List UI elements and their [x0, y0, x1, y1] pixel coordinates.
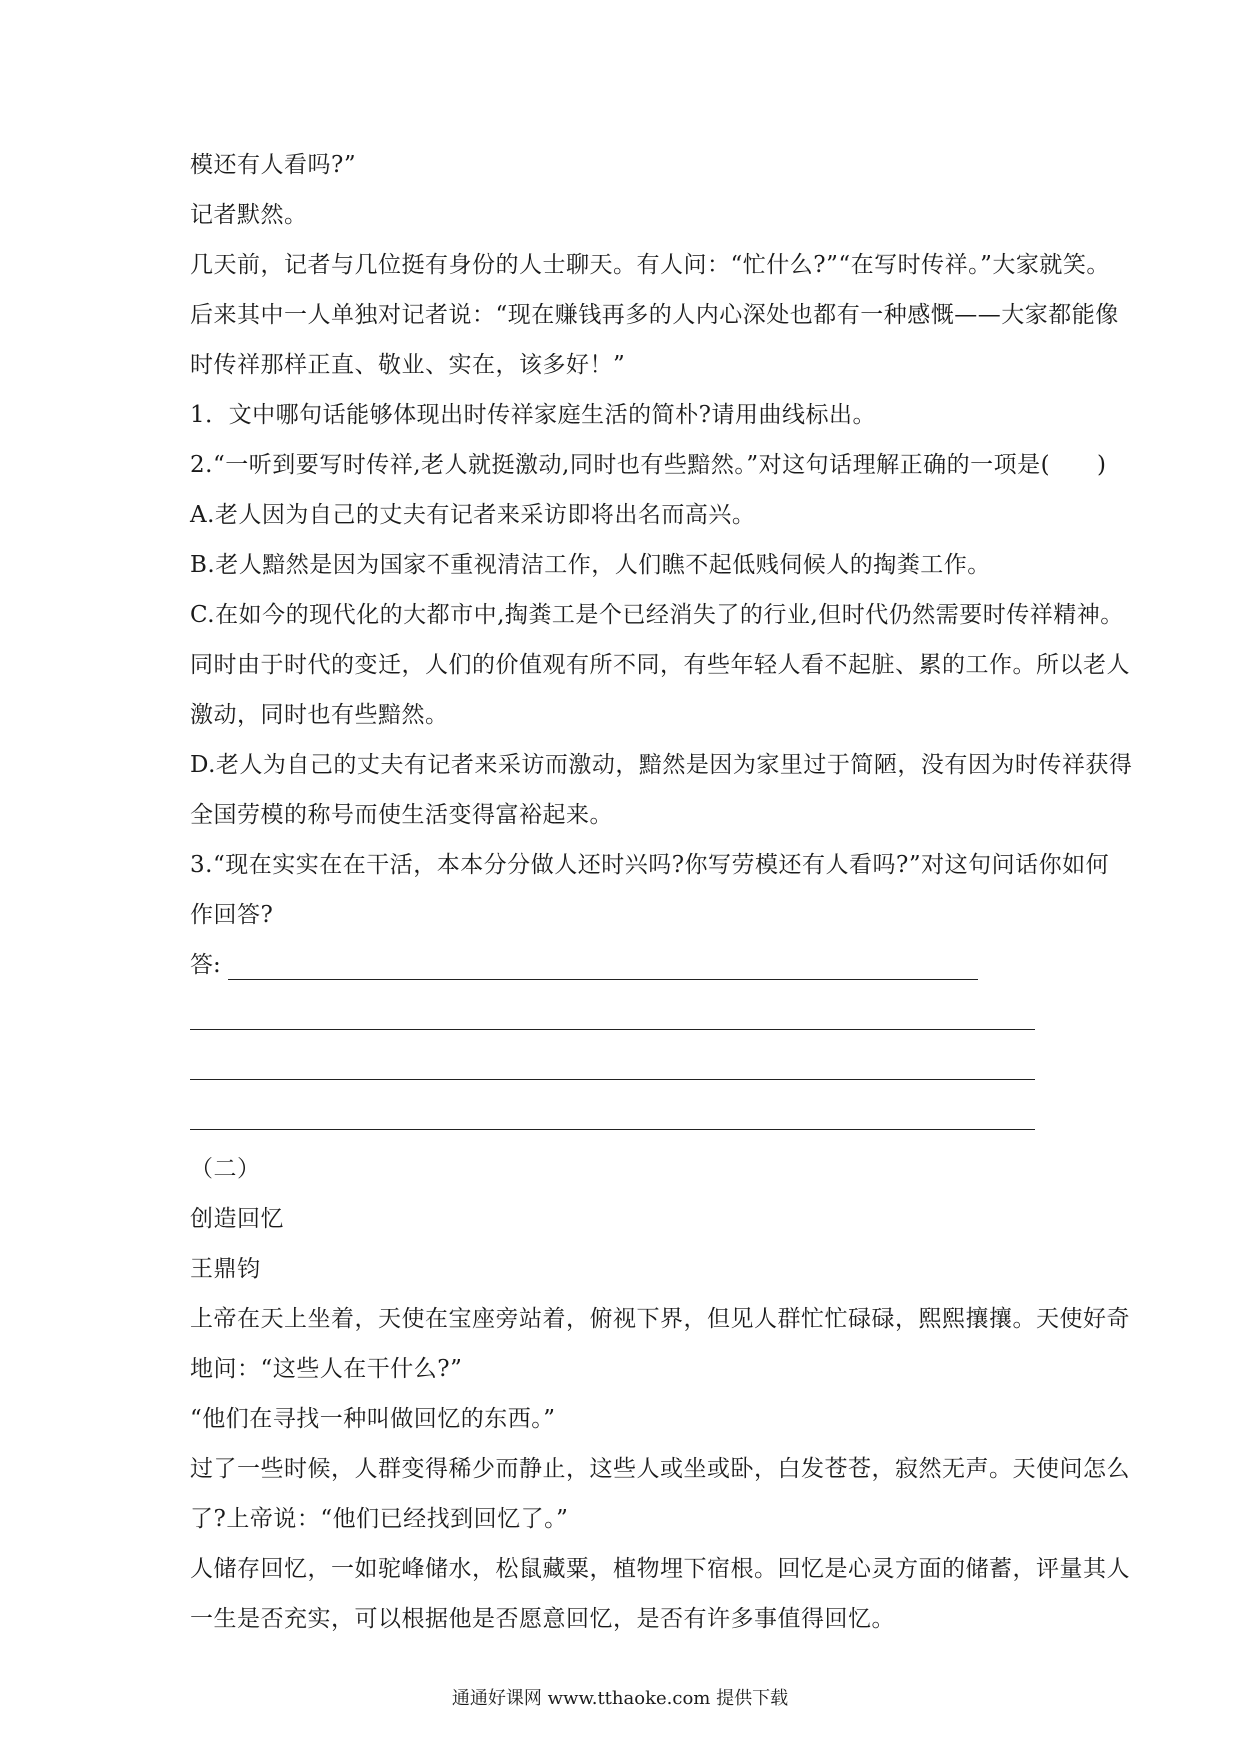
option-c-cont: 激动，同时也有些黯然。 — [190, 702, 449, 728]
text-line: 几天前，记者与几位挺有身份的人士聊天。有人问：“忙什么?”“在写时传祥。”大家就笑。 — [190, 252, 1110, 278]
text-line: 记者默然。 — [190, 202, 308, 228]
text-line: “他们在寻找一种叫做回忆的东西。” — [190, 1406, 556, 1432]
text-line: 人储存回忆，一如驼峰储水，松鼠藏粟，植物埋下宿根。回忆是心灵方面的储蓄，评量其人 — [190, 1556, 1130, 1582]
answer-line[interactable] — [190, 1040, 1060, 1090]
answer-rule — [228, 979, 978, 980]
text-line: 过了一些时候，人群变得稀少而静止，这些人或坐或卧，白发苍苍，寂然无声。天使问怎么 — [190, 1456, 1130, 1482]
text-line: 上帝在天上坐着，天使在宝座旁站着，俯视下界，但见人群忙忙碌碌，熙熙攘攘。天使好奇 — [190, 1306, 1130, 1332]
document-body — [190, 140, 1133, 1644]
article-title: 创造回忆 — [190, 1206, 284, 1232]
section-number: （二） — [190, 1156, 261, 1182]
question-2: 2.“一听到要写时传祥,老人就挺激动,同时也有些黯然。”对这句话理解正确的一项是( ) — [190, 452, 1107, 478]
question-3: 3.“现在实实在在干活，本本分分做人还时兴吗?你写劳模还有人看吗?”对这句问话你如何 — [190, 852, 1110, 878]
text-line: 了?上帝说：“他们已经找到回忆了。” — [190, 1506, 569, 1532]
question-3-cont: 作回答? — [190, 902, 274, 928]
answer-rule — [190, 1129, 1035, 1130]
option-c-cont: 同时由于时代的变迁，人们的价值观有所不同，有些年轻人看不起脏、累的工作。所以老人 — [190, 652, 1130, 678]
text-line: 地问：“这些人在干什么?” — [190, 1356, 463, 1382]
option-a: A.老人因为自己的丈夫有记者来采访即将出名而高兴。 — [190, 502, 756, 528]
question-1: 1．文中哪句话能够体现出时传祥家庭生活的简朴?请用曲线标出。 — [190, 402, 876, 428]
answer-rule — [190, 1079, 1035, 1080]
answer-label: 答: — [190, 952, 221, 978]
text-line: 后来其中一人单独对记者说：“现在赚钱再多的人内心深处也都有一种感慨——大家都能像 — [190, 302, 1119, 328]
text-line: 时传祥那样正直、敬业、实在，该多好！” — [190, 352, 626, 378]
answer-line[interactable] — [190, 990, 1060, 1040]
answer-line[interactable] — [190, 940, 1060, 990]
answer-rule — [190, 1029, 1035, 1030]
option-b: B.老人黯然是因为国家不重视清洁工作，人们瞧不起低贱伺候人的掏粪工作。 — [190, 552, 991, 578]
text-line: 模还有人看吗?” — [190, 152, 357, 178]
option-d: D.老人为自己的丈夫有记者来采访而激动，黯然是因为家里过于简陋，没有因为时传祥获得 — [190, 752, 1133, 778]
option-d-cont: 全国劳模的称号而使生活变得富裕起来。 — [190, 802, 613, 828]
page-footer: 通通好课网 www.tthaoke.com 提供下载 — [451, 1688, 789, 1709]
text-line: 一生是否充实，可以根据他是否愿意回忆，是否有许多事值得回忆。 — [190, 1606, 895, 1632]
article-author: 王鼎钧 — [190, 1256, 261, 1282]
option-c: C.在如今的现代化的大都市中,掏粪工是个已经消失了的行业,但时代仍然需要时传祥精神。 — [190, 602, 1124, 628]
answer-line[interactable] — [190, 1090, 1060, 1140]
